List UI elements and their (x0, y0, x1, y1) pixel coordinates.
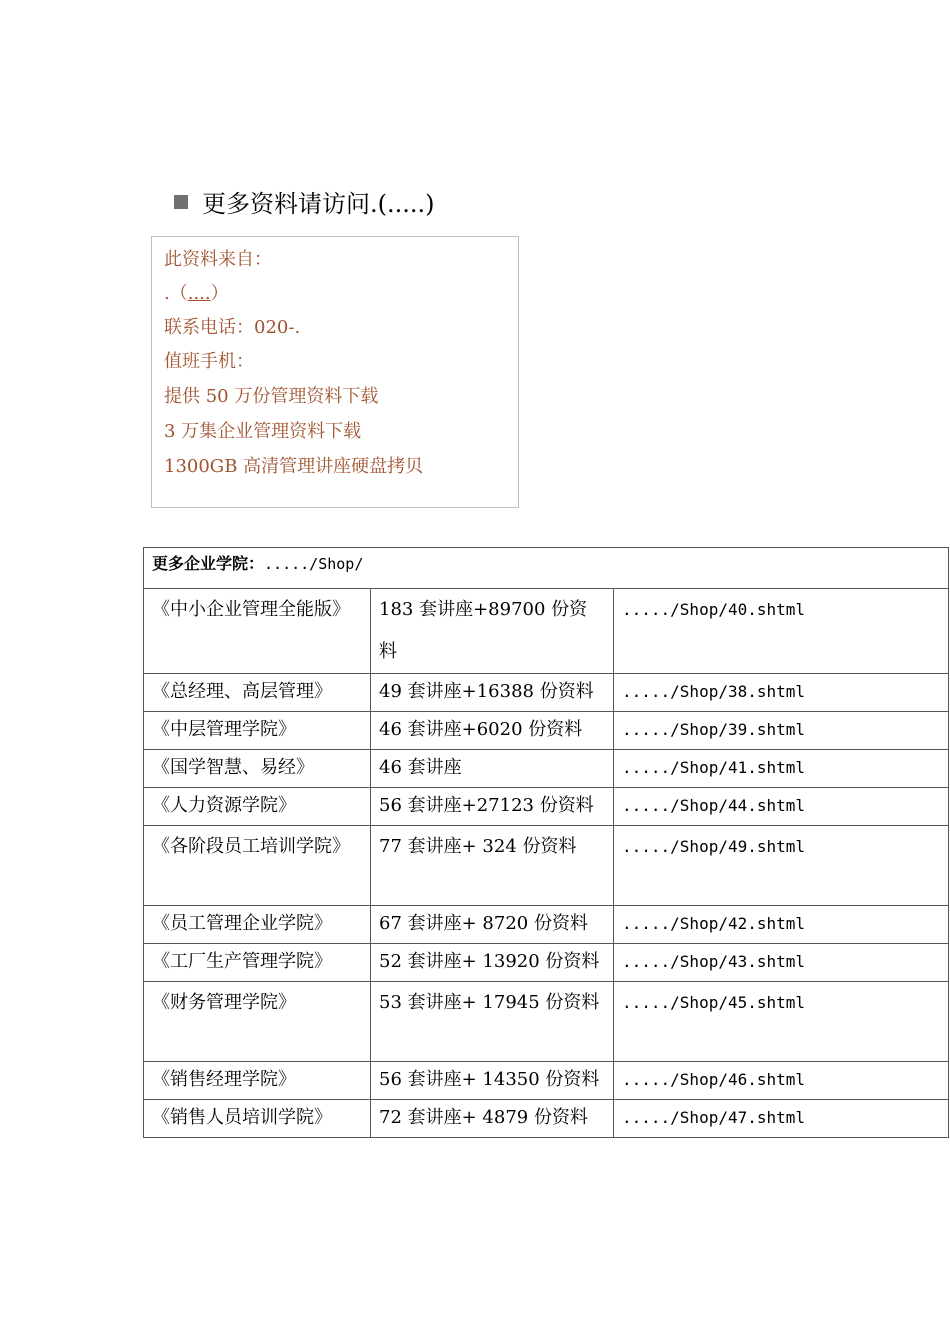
row-content: 53 套讲座+ 17945 份资料 (371, 982, 614, 1062)
offer-line-1: 提供 50 万份管理资料下载 (164, 386, 379, 407)
mobile-line: 值班手机： (164, 351, 254, 372)
row-name: 《人力资源学院》 (144, 788, 371, 826)
row-link[interactable]: ...../Shop/38.shtml (614, 674, 949, 712)
table-row (144, 982, 949, 1062)
square-bullet-icon (174, 195, 188, 209)
heading-text: 更多资料请访问.(.....) (202, 190, 435, 218)
row-content: 49 套讲座+16388 份资料 (371, 674, 614, 712)
row-link[interactable]: ...../Shop/44.shtml (614, 788, 949, 826)
row-name: 《销售经理学院》 (144, 1062, 371, 1100)
row-content: 67 套讲座+ 8720 份资料 (371, 906, 614, 944)
row-name: 《中小企业管理全能版》 (144, 589, 371, 674)
table-row (144, 674, 949, 712)
table-header-row (144, 548, 949, 589)
page-heading (174, 184, 435, 219)
row-name: 《中层管理学院》 (144, 712, 371, 750)
row-content: 56 套讲座+27123 份资料 (371, 788, 614, 826)
source-label: 此资料来自： (164, 249, 272, 270)
row-name: 《总经理、高层管理》 (144, 674, 371, 712)
row-link[interactable]: ...../Shop/45.shtml (614, 982, 949, 1062)
row-link[interactable]: ...../Shop/42.shtml (614, 906, 949, 944)
row-link[interactable]: ...../Shop/41.shtml (614, 750, 949, 788)
source-link[interactable]: .... (187, 283, 211, 304)
row-content: 77 套讲座+ 324 份资料 (371, 826, 614, 906)
row-content: 72 套讲座+ 4879 份资料 (371, 1100, 614, 1138)
row-link[interactable]: ...../Shop/47.shtml (614, 1100, 949, 1138)
row-link[interactable]: ...../Shop/46.shtml (614, 1062, 949, 1100)
table-row (144, 906, 949, 944)
link-prefix: .（ (164, 283, 188, 304)
row-link[interactable]: ...../Shop/40.shtml (614, 589, 949, 674)
table-row (144, 750, 949, 788)
table-row (144, 788, 949, 826)
row-name: 《国学智慧、易经》 (144, 750, 371, 788)
row-content: 46 套讲座+6020 份资料 (371, 712, 614, 750)
row-content: 52 套讲座+ 13920 份资料 (371, 944, 614, 982)
row-content: 46 套讲座 (371, 750, 614, 788)
offer-line-3: 1300GB 高清管理讲座硬盘拷贝 (164, 456, 424, 477)
shop-table (143, 547, 949, 1138)
table-row (144, 589, 949, 674)
row-name: 《销售人员培训学院》 (144, 1100, 371, 1138)
table-row (144, 1100, 949, 1138)
phone-line: 联系电话：020-. (164, 317, 301, 338)
table-row (144, 1062, 949, 1100)
source-link-line (164, 277, 506, 311)
row-name: 《员工管理企业学院》 (144, 906, 371, 944)
table-row (144, 712, 949, 750)
header-link[interactable]: ...../Shop/ (264, 555, 364, 573)
row-link[interactable]: ...../Shop/49.shtml (614, 826, 949, 906)
table-row (144, 826, 949, 906)
row-name: 《工厂生产管理学院》 (144, 944, 371, 982)
row-name: 《财务管理学院》 (144, 982, 371, 1062)
row-content: 56 套讲座+ 14350 份资料 (371, 1062, 614, 1100)
row-link[interactable]: ...../Shop/43.shtml (614, 944, 949, 982)
table-header-cell (144, 548, 949, 589)
row-content: 183 套讲座+89700 份资料 (371, 589, 614, 674)
table-row (144, 944, 949, 982)
row-link[interactable]: ...../Shop/39.shtml (614, 712, 949, 750)
row-name: 《各阶段员工培训学院》 (144, 826, 371, 906)
offer-line-2: 3 万集企业管理资料下载 (164, 421, 362, 442)
link-suffix: ） (210, 283, 229, 304)
info-box (151, 236, 519, 508)
header-label: 更多企业学院： (152, 554, 265, 573)
